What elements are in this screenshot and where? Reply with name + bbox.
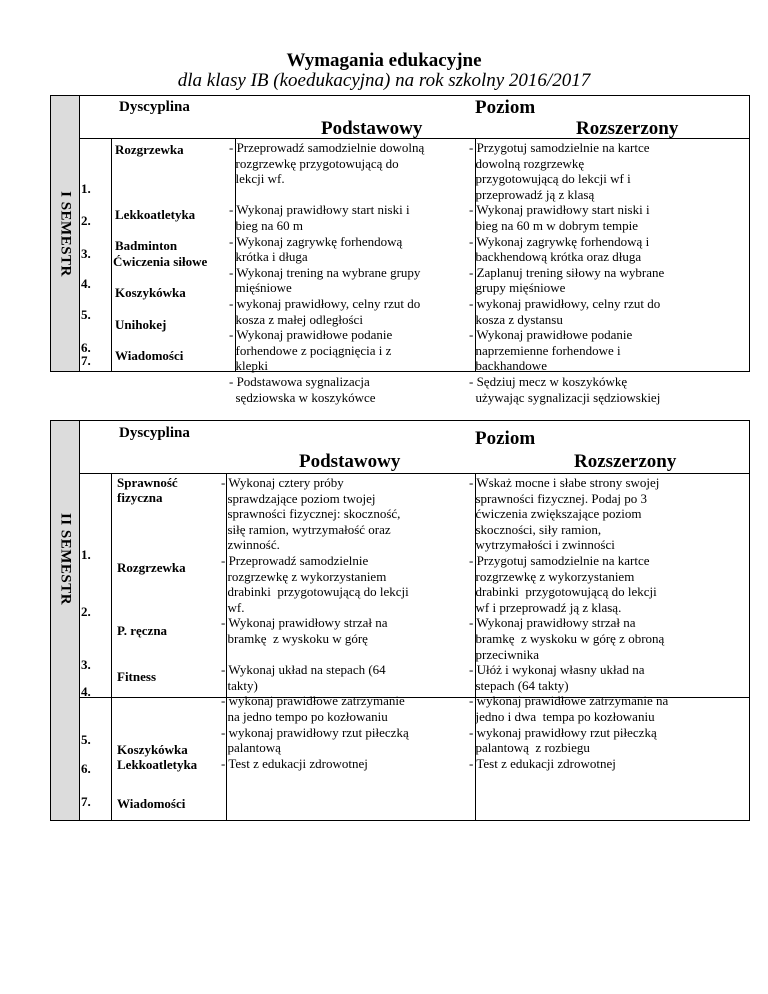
semester-1-table <box>50 95 750 405</box>
discipline-name: Rozgrzewka <box>117 560 186 575</box>
discipline-name: Unihokej <box>115 317 167 332</box>
discipline-name: Ćwiczenia siłowe <box>113 254 208 269</box>
row-number: 3. <box>81 657 91 672</box>
extended-requirements: - Wskaż mocne i słabe strony swojej sprawności fizycznej. Podaj po 3 ćwiczenia zwiększające poziom skoczności, siły ramion, wytrzymałości i zwinności - Przygotuj samodzielnie na kartce rozgrzewkę z wykorzystaniem drabinki przygotowującą do lekcji wf i przeprowadź ją z klasą. - Wykonaj prawidłowy strzał na bramkę z wyskoku w górę z obroną przeciwnika - Ułóż i wykonaj własny układ na stepach (64 takty) - wykonaj prawidłowe zatrzymanie na jedno i dwa tempa po kozłowaniu - wykonaj prawidłowy rzut piłeczką palantową z rozbiegu - Test z edukacji zdrowotnej <box>469 475 669 771</box>
row-number: 6. <box>81 340 91 355</box>
document-subtitle: dla klasy IB (koedukacyjna) na rok szkolny 2016/2017 <box>177 70 591 91</box>
semester-2-band-lower <box>51 696 80 820</box>
extended-header: Rozszerzony <box>576 118 679 139</box>
row-number: 4. <box>81 276 91 291</box>
discipline-name: Badminton <box>115 238 178 253</box>
row-number: 1. <box>81 547 91 562</box>
row-number: 4. <box>81 684 91 699</box>
row-number: 5. <box>81 732 91 747</box>
discipline-name: Koszykówka Lekkoatletyka <box>117 742 198 772</box>
discipline-header: Dyscyplina <box>119 425 190 441</box>
row-number: 7. <box>81 794 91 809</box>
row-number: 7. <box>81 353 91 368</box>
discipline-name: Sprawność fizyczna <box>117 475 178 505</box>
level-header: Poziom <box>475 428 536 449</box>
basic-requirements: - Przeprowadź samodzielnie dowolną rozgrzewkę przygotowującą do lekcji wf. - Wykonaj prawidłowy start niski i bieg na 60 m - Wykonaj zagrywkę forhendową krótka i długa - Wykonaj trening na wybrane grupy mięśniowe - wykonaj prawidłowy, celny rzut do kosza z małej odległości - Wykonaj prawidłowe podanie forhendowe z pociągnięcia i z klepki - Podstawowa sygnalizacja sędziowska w koszykówce <box>229 140 425 405</box>
row-number: 6. <box>81 761 91 776</box>
basic-header: Podstawowy <box>299 451 401 472</box>
basic-header: Podstawowy <box>321 118 423 139</box>
discipline-name: Wiadomości <box>115 348 184 363</box>
document-title: Wymagania edukacyjne <box>286 50 482 71</box>
semester-2-label: II SEMESTR <box>57 512 74 606</box>
row-number: 2. <box>81 213 91 228</box>
semester-1-band <box>51 96 80 371</box>
discipline-name: Rozgrzewka <box>115 142 184 157</box>
semester-2-table-lower <box>50 696 750 821</box>
discipline-name: P. ręczna <box>117 623 168 638</box>
row-number: 2. <box>81 604 91 619</box>
extended-header: Rozszerzony <box>574 451 677 472</box>
row-number: 1. <box>81 181 91 196</box>
discipline-header: Dyscyplina <box>119 99 190 115</box>
semester-2-band <box>51 421 80 697</box>
row-number: 5. <box>81 307 91 322</box>
discipline-name: Fitness <box>117 669 156 684</box>
extended-requirements: - Przygotuj samodzielnie na kartce dowolną rozgrzewkę przygotowującą do lekcji wf i przeprowadź ją z klasą - Wykonaj prawidłowy start niski i bieg na 60 m w dobrym tempie - Wykonaj zagrywkę forhendową i backhendową krótka oraz długa - Zaplanuj trening siłowy na wybrane grupy mięśniowe - wykonaj prawidłowy, celny rzut do kosza z dystansu - Wykonaj prawidłowe podanie naprzemienne forhendowe i backhandowe - Sędziuj mecz w koszykówkę używając sygnalizacji sędziowskiej <box>469 140 665 405</box>
discipline-name: Koszykówka <box>115 285 186 300</box>
basic-requirements: - Wykonaj cztery próby sprawdzające poziom twojej sprawności fizycznej: skoczność, siłę ramion, wytrzymałość oraz zwinność. - Przeprowadź samodzielnie rozgrzewkę z wykorzystaniem drabinki przygotowującą do lekcji wf. - Wykonaj prawidłowy strzał na bramkę z wyskoku w górę - Wykonaj układ na stepach (64 takty) - wykonaj prawidłowe zatrzymanie na jedno tempo po kozłowaniu - wykonaj prawidłowy rzut piłeczką palantową - Test z edukacji zdrowotnej <box>221 475 409 771</box>
level-header: Poziom <box>475 97 536 118</box>
semester-1-label: I SEMESTR <box>57 190 74 277</box>
discipline-name: Wiadomości <box>117 796 186 811</box>
row-number: 3. <box>81 246 91 261</box>
discipline-name: Lekkoatletyka <box>115 207 196 222</box>
